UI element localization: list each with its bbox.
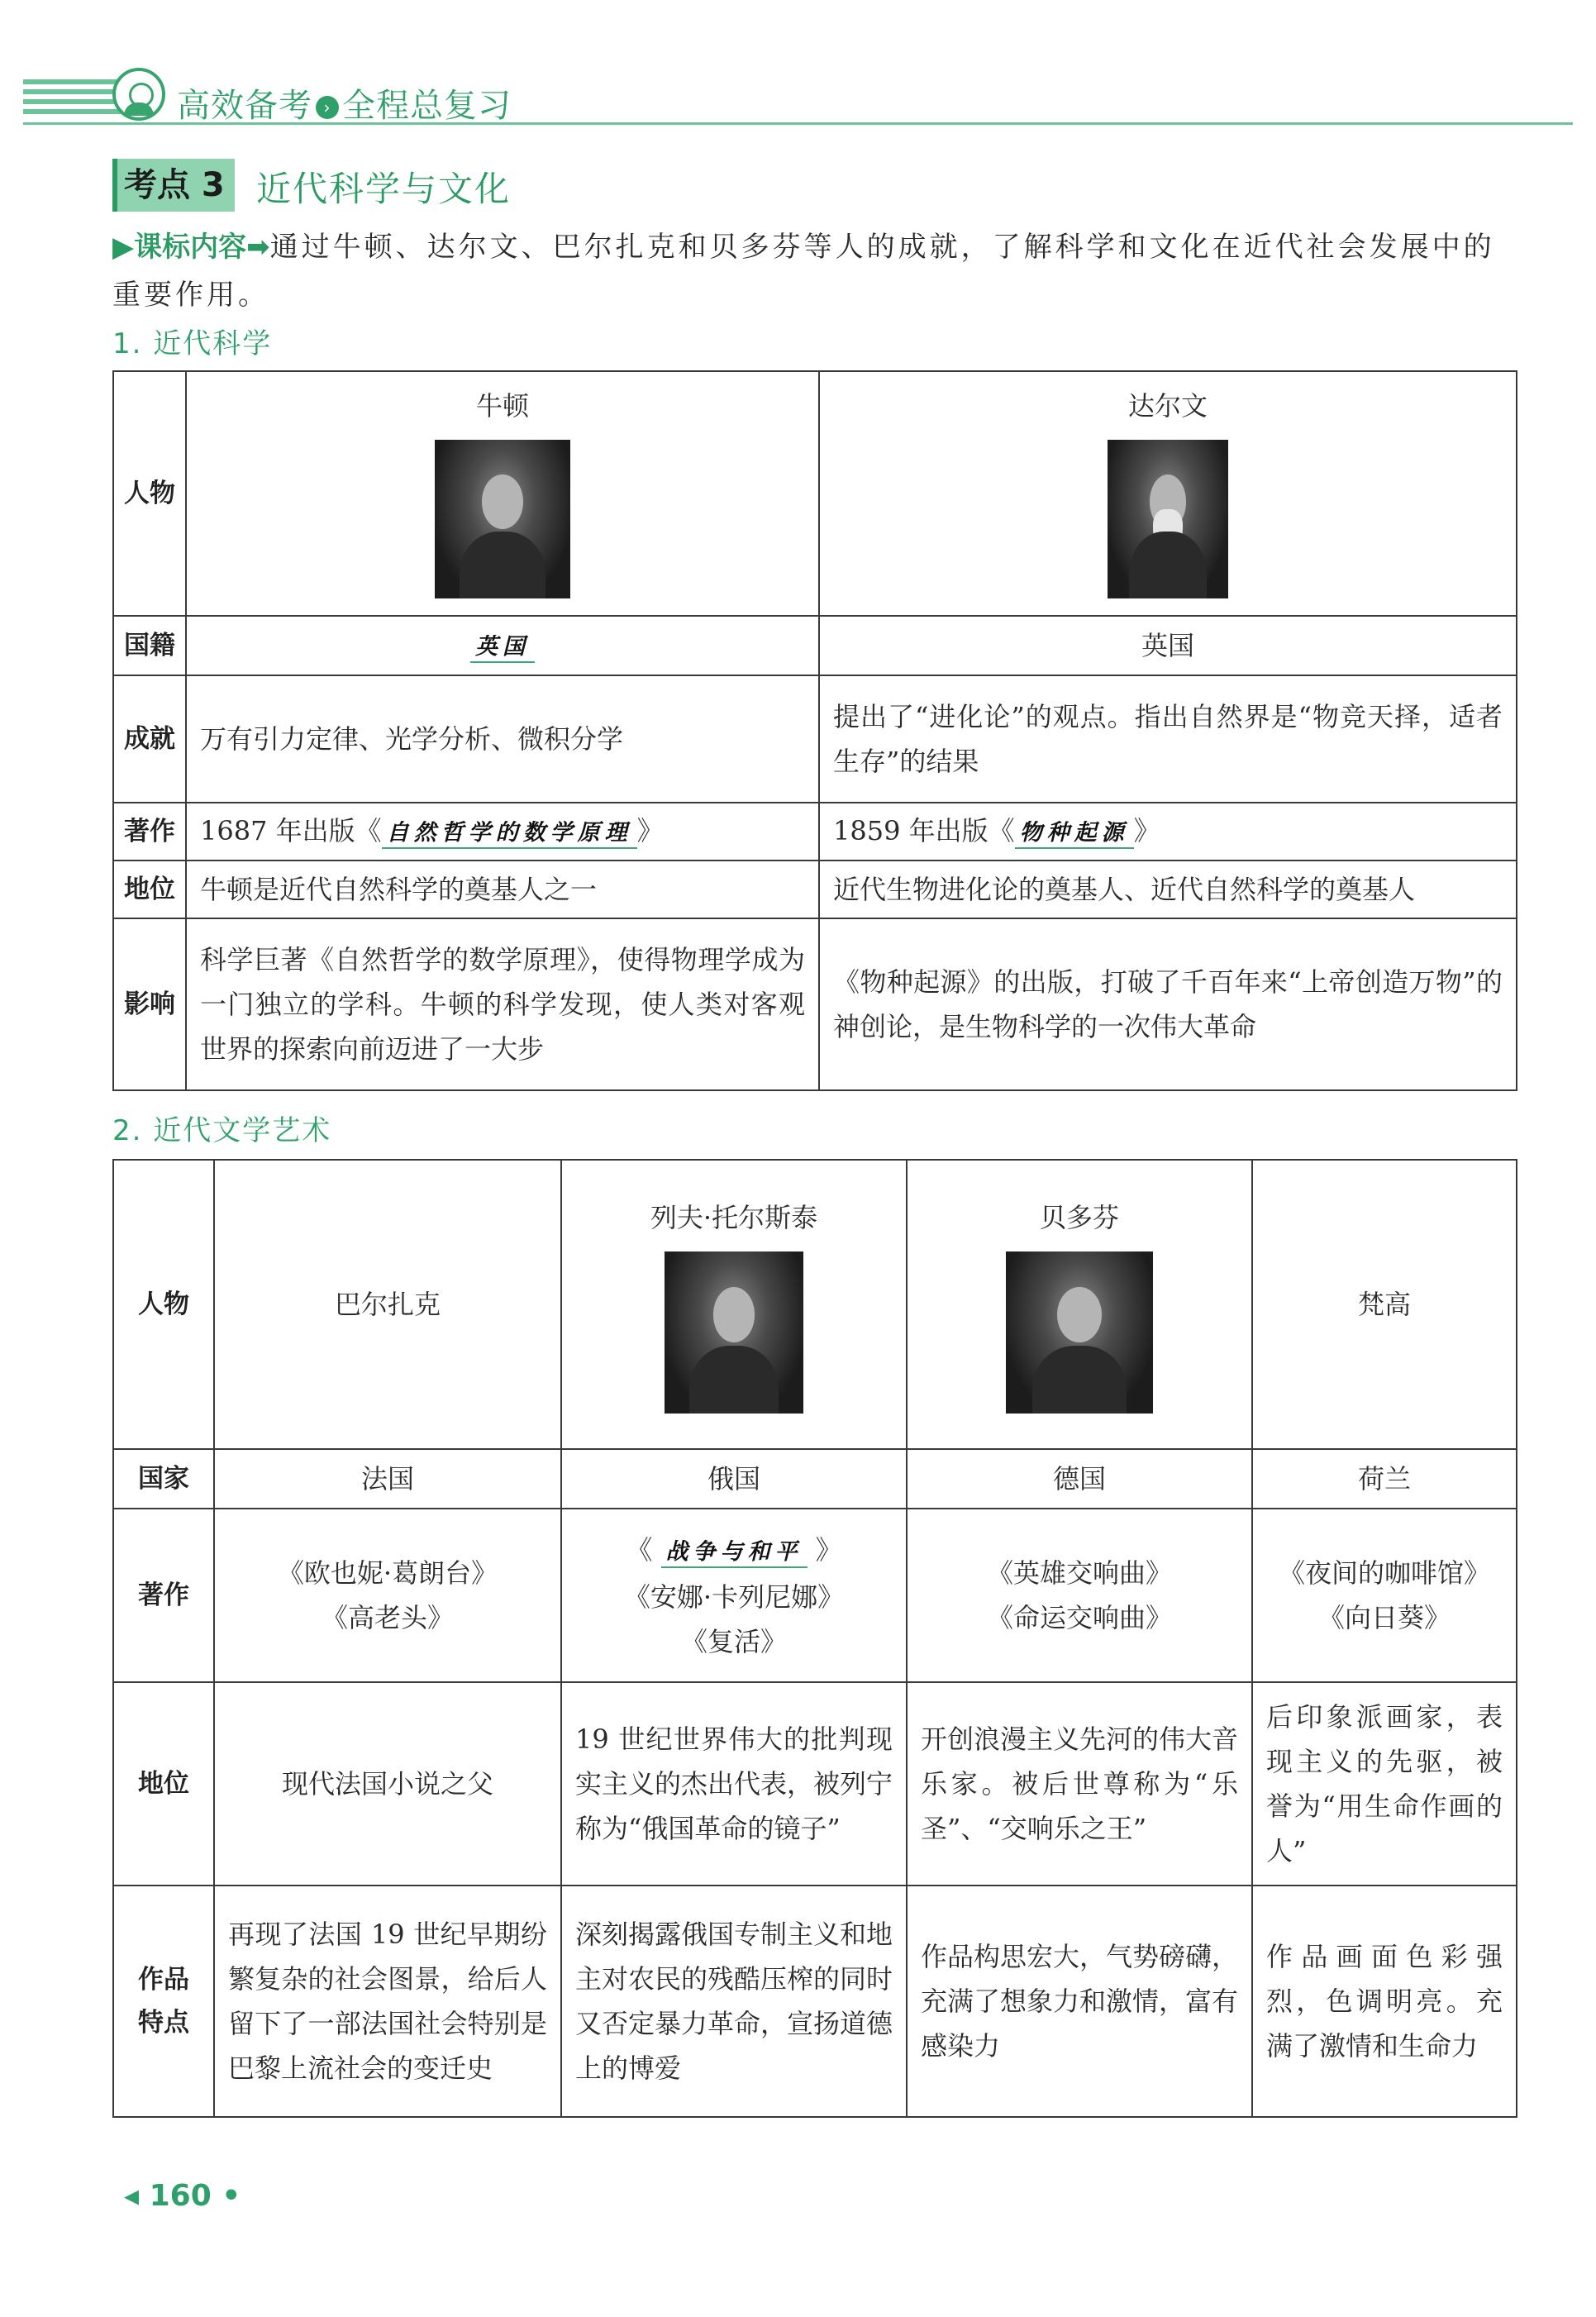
work-title: 《向日葵》 xyxy=(1317,1602,1451,1633)
table-cell: 深刻揭露俄国专制主义和地主对农民的残酷压榨的同时又否定暴力革命，宣扬道德上的博爱 xyxy=(561,1886,907,2117)
person-name: 列夫·托尔斯泰 xyxy=(650,1202,818,1233)
row-label-line: 特点 xyxy=(138,2008,189,2038)
work-title: 《高老头》 xyxy=(321,1602,454,1633)
table-cell: 19 世纪世界伟大的批判现实主义的杰出代表，被列宁称为“俄国革命的镜子” xyxy=(561,1682,907,1886)
table-cell: 作品画面色彩强烈，色调明亮。充满了激情和生命力 xyxy=(1252,1886,1517,2117)
work-title: 《英雄交响曲》 xyxy=(986,1557,1172,1589)
table-cell xyxy=(819,803,1517,861)
table-row xyxy=(113,861,1517,918)
table-cell: 牛顿是近代自然科学的奠基人之一 xyxy=(186,861,819,918)
row-label: 国家 xyxy=(113,1449,214,1509)
student-icon xyxy=(112,68,165,121)
person-name: 牛顿 xyxy=(475,390,529,422)
darwin-portrait xyxy=(1108,440,1228,598)
table-row xyxy=(113,1160,1517,1449)
science-heading: 1. 近代科学 xyxy=(112,327,273,360)
section-badge: 考点 3 xyxy=(112,159,235,212)
table-row xyxy=(113,616,1517,675)
header-title-left: 高效备考 xyxy=(177,87,312,125)
section-title: 近代科学与文化 xyxy=(256,169,512,209)
person-name: 贝多芬 xyxy=(1039,1202,1119,1233)
science-table xyxy=(112,370,1517,1091)
person-cell xyxy=(186,371,819,616)
table-row xyxy=(113,1886,1517,2117)
literature-table xyxy=(112,1159,1517,2118)
works-suffix: 》 xyxy=(1133,814,1160,846)
row-label: 著作 xyxy=(113,1509,214,1682)
arrow-right-icon: › xyxy=(316,96,339,119)
table-cell: 俄国 xyxy=(561,1449,907,1509)
literature-heading: 2. 近代文学艺术 xyxy=(112,1114,332,1147)
person-name: 达尔文 xyxy=(1127,390,1208,422)
row-label: 人物 xyxy=(113,1160,214,1449)
row-label: 著作 xyxy=(113,803,186,861)
table-cell: 开创浪漫主义先河的伟大音乐家。被后世尊称为“乐圣”、“交响乐之王” xyxy=(907,1682,1252,1886)
row-label: 地位 xyxy=(113,1682,214,1886)
person-cell xyxy=(907,1160,1252,1449)
table-cell: 德国 xyxy=(907,1449,1252,1509)
table-cell: 后印象派画家，表现主义的先驱，被誉为“用生命作画的人” xyxy=(1252,1682,1517,1886)
row-label: 国籍 xyxy=(113,616,186,675)
table-cell: 法国 xyxy=(214,1449,561,1509)
row-label: 地位 xyxy=(113,861,186,918)
handwritten-answer: 自然哲学的数学原理 xyxy=(382,820,637,849)
handwritten-answer: 物种起源 xyxy=(1015,820,1134,849)
row-label-line: 作品 xyxy=(138,1965,189,1995)
header-title-right: 全程总复习 xyxy=(342,87,512,125)
person-cell xyxy=(819,371,1517,616)
table-cell: 《物种起源》的出版，打破了千百年来“上帝创造万物”的神创论，是生物科学的一次伟大革命 xyxy=(819,918,1517,1090)
table-cell: 作品构思宏大，气势磅礴，充满了想象力和激情，富有感染力 xyxy=(907,1886,1252,2117)
table-cell xyxy=(1252,1509,1517,1682)
newton-portrait xyxy=(435,440,570,598)
row-label xyxy=(113,1886,214,2117)
work-title: 《安娜·卡列尼娜》 xyxy=(623,1580,845,1613)
answer-cell xyxy=(186,616,819,675)
table-cell: 荷兰 xyxy=(1252,1449,1517,1509)
section-intro xyxy=(112,223,1517,319)
table-row xyxy=(113,675,1517,803)
handwritten-answer: 英国 xyxy=(470,634,535,663)
work-title: 《欧也妮·葛朗台》 xyxy=(277,1557,498,1589)
intro-text: 通过牛顿、达尔文、巴尔扎克和贝多芬等人的成就，了解科学和文化在近代社会发展中的重要作用。 xyxy=(112,231,1495,312)
work-title: 《复活》 xyxy=(680,1625,787,1657)
works-prefix: 1687 年出版《 xyxy=(200,814,382,846)
table-cell: 英国 xyxy=(819,616,1517,675)
work-title: 《夜间的咖啡馆》 xyxy=(1278,1557,1490,1589)
person-cell: 梵高 xyxy=(1252,1160,1517,1449)
works-suffix: 》 xyxy=(636,814,664,846)
person-cell xyxy=(561,1160,907,1449)
table-cell xyxy=(907,1509,1252,1682)
table-cell xyxy=(186,803,819,861)
table-row xyxy=(113,1449,1517,1509)
work-title: 《命运交响曲》 xyxy=(986,1602,1172,1633)
intro-tag: ▶课标内容➡ xyxy=(112,231,270,264)
works-prefix: 1859 年出版《 xyxy=(833,814,1015,846)
table-cell: 万有引力定律、光学分析、微积分学 xyxy=(186,675,819,803)
table-cell: 近代生物进化论的奠基人、近代自然科学的奠基人 xyxy=(819,861,1517,918)
row-label: 成就 xyxy=(113,675,186,803)
header-title xyxy=(177,79,512,126)
table-row xyxy=(113,371,1517,616)
table-cell: 再现了法国 19 世纪早期纷繁复杂的社会图景，给后人留下了一部法国社会特别是巴黎上流社会的变迁史 xyxy=(214,1886,561,2117)
tolstoy-portrait xyxy=(665,1251,803,1414)
page-number: ◂ 160 • xyxy=(124,2179,241,2213)
header-stripes xyxy=(23,79,124,126)
table-cell: 提出了“进化论”的观点。指出自然界是“物竞天择，适者生存”的结果 xyxy=(819,675,1517,803)
work-title-answer: 《 战争与和平 》 xyxy=(575,1528,893,1575)
beethoven-portrait xyxy=(1006,1251,1153,1414)
row-label: 人物 xyxy=(113,371,186,616)
person-cell: 巴尔扎克 xyxy=(214,1160,561,1449)
table-row xyxy=(113,1509,1517,1682)
table-cell xyxy=(214,1509,561,1682)
table-cell: 现代法国小说之父 xyxy=(214,1682,561,1886)
table-row xyxy=(113,803,1517,861)
handwritten-answer: 战争与和平 xyxy=(661,1539,808,1568)
page-number-value: 160 xyxy=(149,2179,212,2213)
table-cell: 科学巨著《自然哲学的数学原理》，使得物理学成为一门独立的学科。牛顿的科学发现，使人类对客观世界的探索向前迈进了一大步 xyxy=(186,918,819,1090)
table-cell xyxy=(561,1509,907,1682)
row-label: 影响 xyxy=(113,918,186,1090)
table-row xyxy=(113,918,1517,1090)
table-row xyxy=(113,1682,1517,1886)
